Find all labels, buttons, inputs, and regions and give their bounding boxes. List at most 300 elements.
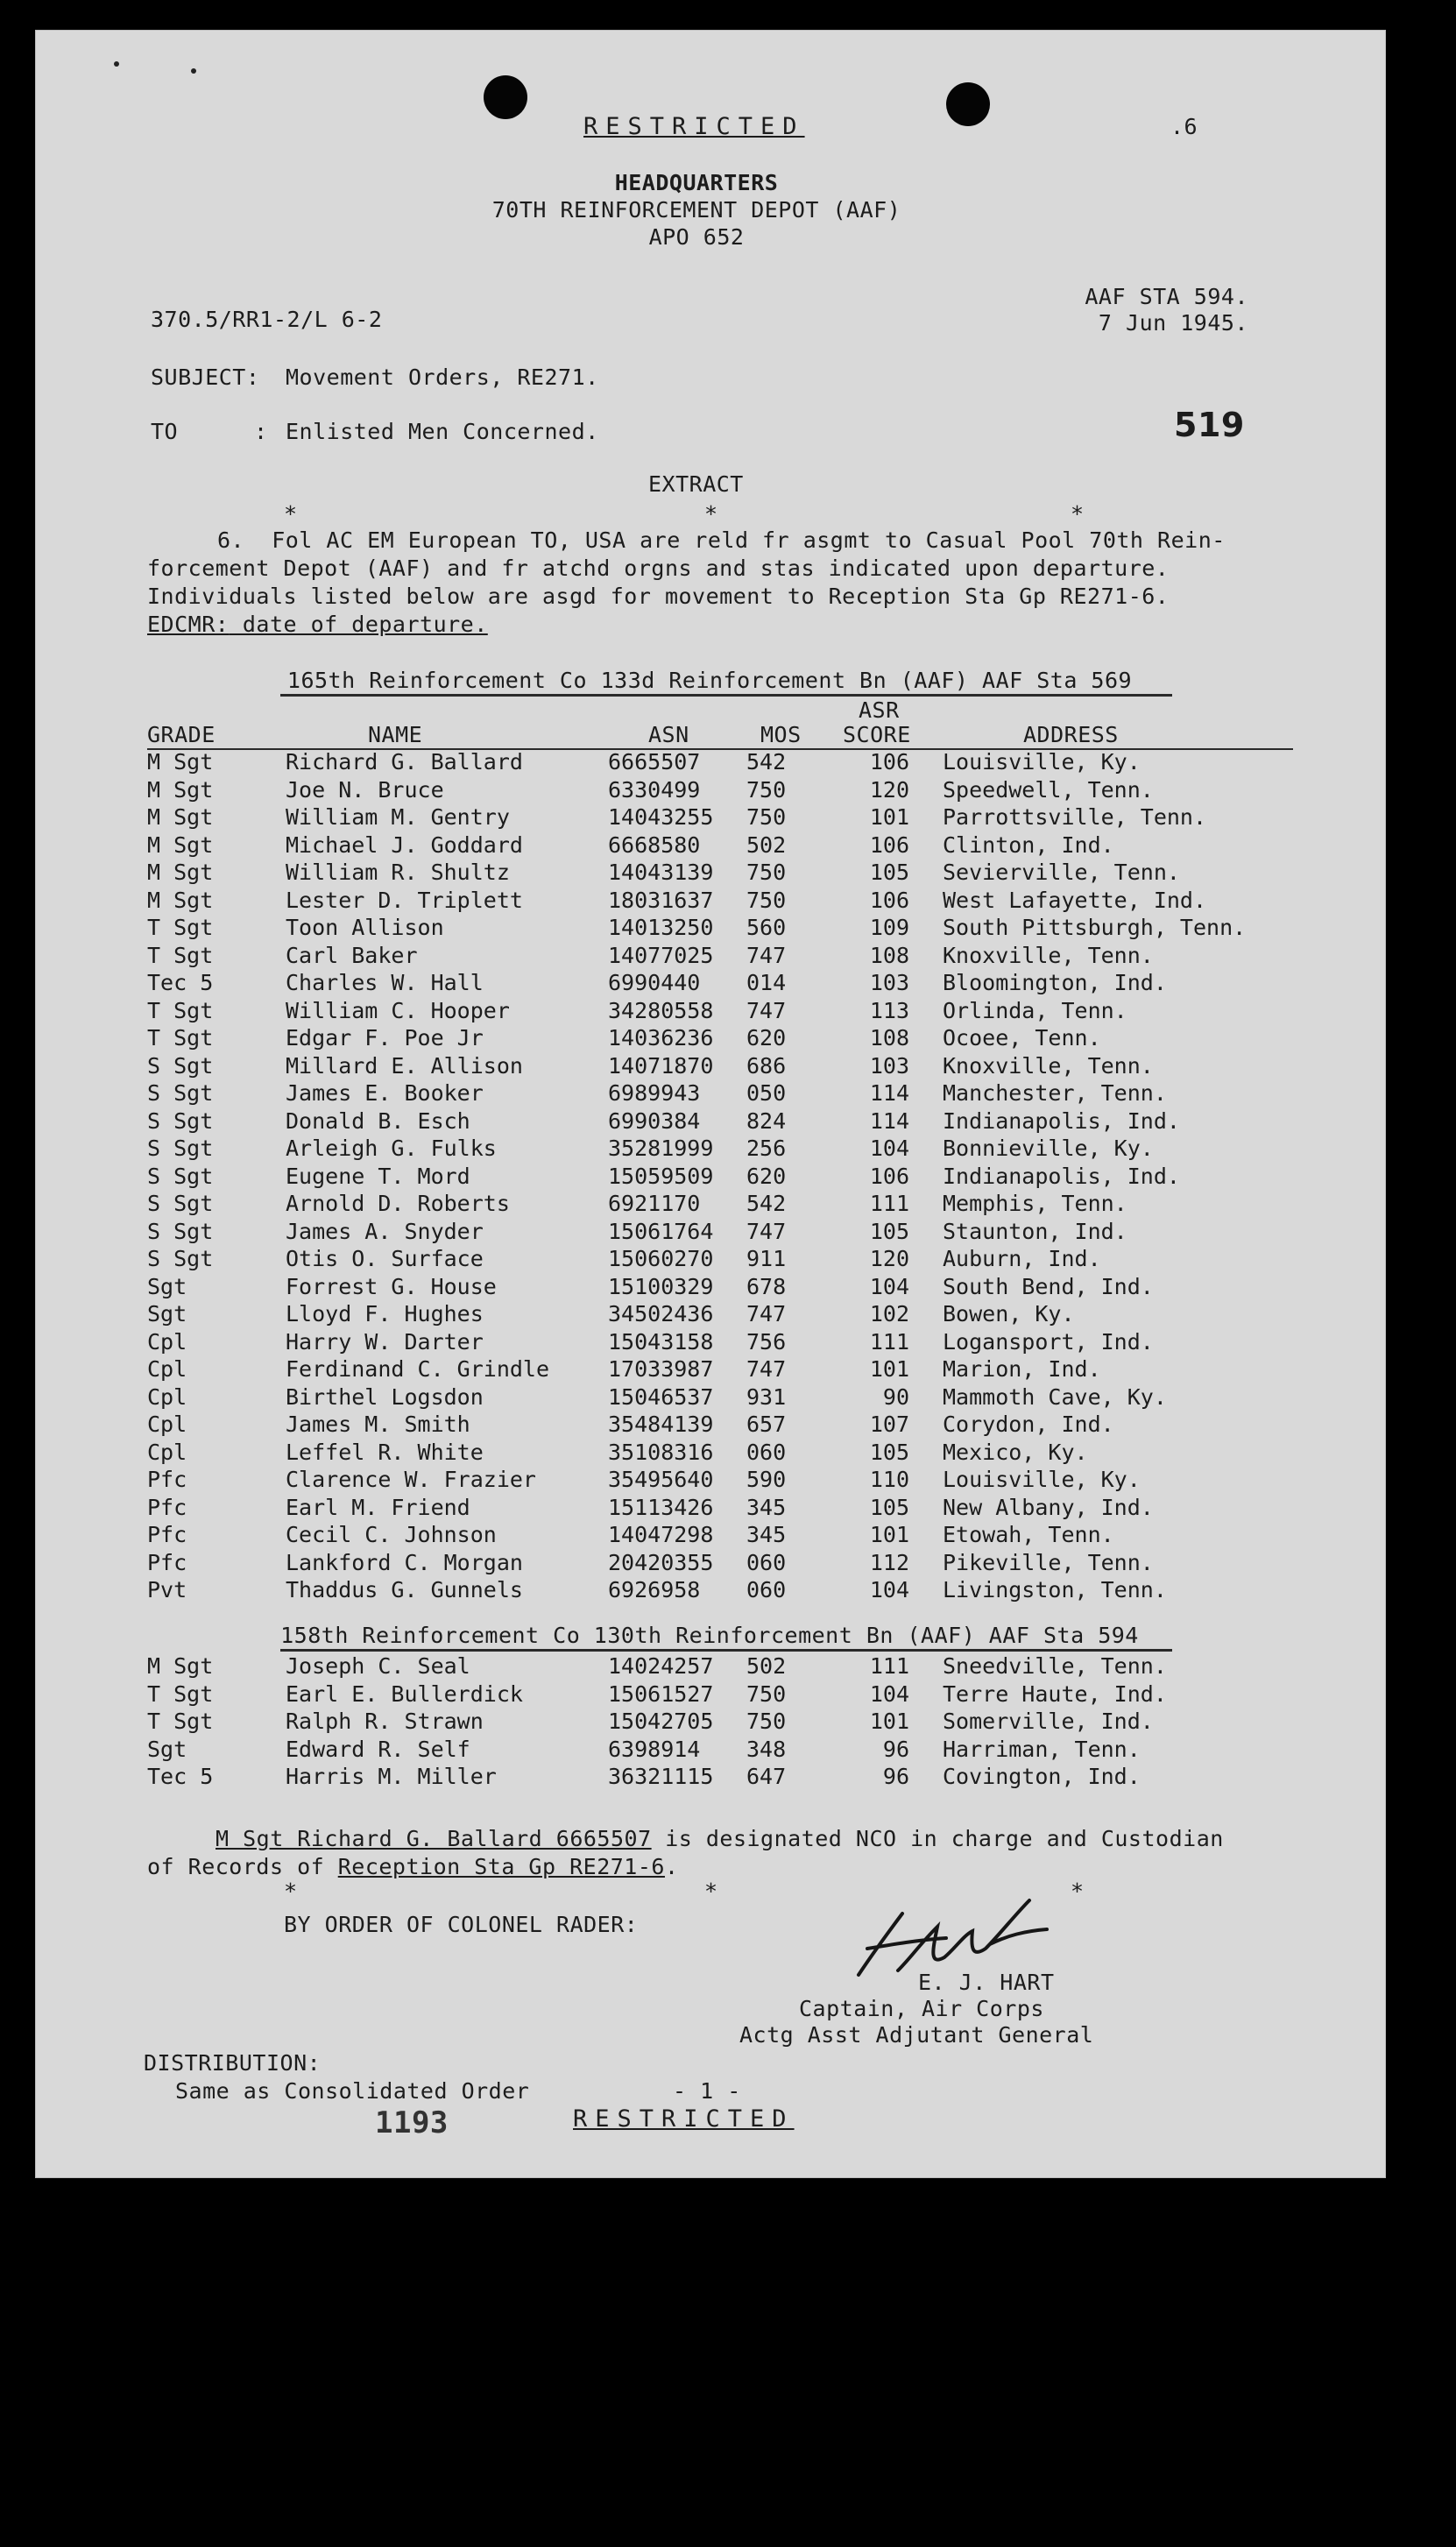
score-cell: 101 — [869, 1522, 909, 1547]
score-cell: 105 — [869, 1218, 909, 1244]
grade-cell: Pfc — [147, 1467, 187, 1492]
mos-cell: 750 — [746, 776, 787, 803]
signature-title: Captain, Air Corps — [799, 1996, 1044, 2021]
grade-cell: Pvt — [147, 1577, 187, 1602]
name-cell: Harris M. Miller — [286, 1764, 497, 1789]
file-number: 1193 — [375, 2105, 449, 2140]
asn-cell: 15059509 — [608, 1163, 714, 1189]
mos-cell: 750 — [746, 804, 787, 830]
asn-cell: 6398914 — [608, 1736, 701, 1762]
score-cell: 105 — [869, 1494, 909, 1520]
address-cell: Knoxville, Tenn. — [943, 942, 1154, 968]
mos-cell: 756 — [746, 1328, 787, 1355]
asn-cell: 35281999 — [608, 1136, 714, 1161]
table-row — [147, 1190, 1277, 1218]
grade-cell: Cpl — [147, 1411, 187, 1437]
score-cell: 102 — [869, 1301, 909, 1327]
separator-asterisk: * — [1071, 501, 1085, 527]
asn-cell: 34280558 — [608, 997, 714, 1023]
address-cell: Indianapolis, Ind. — [943, 1107, 1180, 1134]
col-address: ADDRESS — [1023, 722, 1119, 747]
punch-hole-right — [946, 82, 990, 126]
score-cell: 104 — [869, 1577, 909, 1602]
score-cell: 96 — [882, 1736, 909, 1762]
score-cell: 106 — [869, 831, 909, 858]
by-order: BY ORDER OF COLONEL RADER: — [284, 1912, 639, 1937]
grade-cell: M Sgt — [147, 887, 214, 913]
table-row — [147, 1652, 1277, 1680]
address-cell: Pikeville, Tenn. — [943, 1549, 1154, 1575]
table-row — [147, 803, 1277, 831]
table-row — [147, 1494, 1277, 1522]
extract-heading: EXTRACT — [648, 471, 744, 497]
mos-cell: 502 — [746, 831, 787, 858]
separator-asterisk: * — [704, 501, 718, 527]
table-row — [147, 1466, 1277, 1494]
asn-cell: 20420355 — [608, 1549, 714, 1575]
table-row — [147, 914, 1277, 942]
grade-cell: T Sgt — [147, 942, 214, 968]
name-cell: Forrest G. House — [286, 1273, 497, 1299]
mos-cell: 747 — [746, 942, 787, 968]
table-row — [147, 1549, 1277, 1577]
grade-cell: Pfc — [147, 1549, 187, 1575]
asn-cell: 36321115 — [608, 1764, 714, 1789]
name-cell: Toon Allison — [286, 915, 444, 940]
grade-cell: M Sgt — [147, 860, 214, 885]
asn-cell: 14077025 — [608, 942, 714, 968]
asn-cell: 14013250 — [608, 915, 714, 940]
speck — [114, 61, 119, 67]
header-line3: APO 652 — [648, 224, 745, 250]
table-row — [147, 1680, 1277, 1709]
mos-cell: 747 — [746, 997, 787, 1023]
name-cell: William C. Hooper — [286, 997, 510, 1023]
address-cell: Etowah, Tenn. — [943, 1522, 1114, 1547]
address-cell: Corydon, Ind. — [943, 1411, 1114, 1437]
address-cell: South Pittsburgh, Tenn. — [943, 915, 1247, 940]
address-cell: Staunton, Ind. — [943, 1218, 1127, 1244]
address-cell: Sevierville, Tenn. — [943, 860, 1180, 885]
address-cell: Orlinda, Tenn. — [943, 997, 1127, 1023]
grade-cell: S Sgt — [147, 1080, 214, 1106]
page-marker: - 1 - — [673, 2078, 741, 2104]
address-cell: Somerville, Ind. — [943, 1709, 1154, 1734]
designation-line2 — [147, 1854, 679, 1880]
grade-cell: M Sgt — [147, 1653, 214, 1679]
address-cell: New Albany, Ind. — [943, 1494, 1154, 1520]
score-cell: 107 — [869, 1411, 909, 1437]
designation-text: . — [664, 1854, 679, 1879]
roster-group2 — [147, 1652, 1277, 1791]
mos-cell: 747 — [746, 1218, 787, 1244]
table-row — [147, 1024, 1277, 1052]
address-cell: Covington, Ind. — [943, 1764, 1141, 1789]
name-cell: Cecil C. Johnson — [286, 1522, 497, 1547]
score-cell: 114 — [869, 1080, 909, 1106]
asn-cell: 15061527 — [608, 1680, 714, 1707]
score-cell: 105 — [869, 1439, 909, 1465]
score-cell: 101 — [869, 1356, 909, 1382]
grade-cell: Pfc — [147, 1494, 187, 1520]
signature-name: E. J. HART — [918, 1970, 1055, 1995]
score-cell: 90 — [882, 1383, 909, 1410]
score-cell: 110 — [869, 1467, 909, 1492]
address-cell: Bowen, Ky. — [943, 1301, 1075, 1327]
asn-cell: 14043255 — [608, 804, 714, 830]
score-cell: 112 — [869, 1549, 909, 1575]
score-cell: 104 — [869, 1136, 909, 1161]
punch-hole-left — [484, 75, 527, 119]
mos-cell: 060 — [746, 1577, 787, 1602]
grade-cell: S Sgt — [147, 1163, 214, 1189]
table-row — [147, 1300, 1277, 1328]
table-row — [147, 1107, 1277, 1136]
asn-cell: 35484139 — [608, 1411, 714, 1437]
table-row — [147, 1079, 1277, 1107]
address-cell: South Bend, Ind. — [943, 1273, 1154, 1299]
grade-cell: M Sgt — [147, 749, 214, 775]
subject-text: Movement Orders, RE271. — [286, 364, 599, 390]
name-cell: James M. Smith — [286, 1411, 470, 1437]
address-cell: Marion, Ind. — [943, 1356, 1101, 1382]
mos-cell: 620 — [746, 1025, 787, 1051]
address-cell: Indianapolis, Ind. — [943, 1163, 1180, 1189]
mos-cell: 911 — [746, 1246, 787, 1271]
stamp-number: 519 — [1174, 406, 1245, 444]
name-cell: Earl E. Bullerdick — [286, 1680, 523, 1707]
mos-cell: 931 — [746, 1383, 787, 1410]
table-row — [147, 1052, 1277, 1080]
asn-cell: 14024257 — [608, 1653, 714, 1679]
score-cell: 113 — [869, 997, 909, 1023]
col-asr: ASR — [859, 697, 900, 723]
grade-cell: Cpl — [147, 1383, 187, 1410]
mos-cell: 050 — [746, 1080, 787, 1106]
page-number: .6 — [1170, 114, 1198, 139]
distribution-text: Same as Consolidated Order — [175, 2078, 530, 2104]
mos-cell: 560 — [746, 915, 787, 940]
table-row — [147, 748, 1277, 776]
address-cell: Auburn, Ind. — [943, 1246, 1101, 1271]
header-line1: HEADQUARTERS — [614, 170, 779, 195]
asn-cell: 6926958 — [608, 1577, 701, 1602]
name-cell: Eugene T. Mord — [286, 1163, 470, 1189]
edcmr-label: EDCMR: — [147, 612, 230, 637]
score-cell: 101 — [869, 804, 909, 830]
name-cell: Earl M. Friend — [286, 1494, 470, 1520]
grade-cell: T Sgt — [147, 1680, 214, 1707]
designation-line1 — [216, 1826, 1224, 1852]
speck — [191, 68, 196, 74]
name-cell: Thaddus G. Gunnels — [286, 1577, 523, 1602]
grade-cell: Sgt — [147, 1301, 187, 1327]
asn-cell: 14043139 — [608, 860, 714, 885]
classification-top: RESTRICTED — [583, 113, 805, 140]
file-reference: 370.5/RR1-2/L 6-2 — [151, 307, 383, 332]
address-cell: Memphis, Tenn. — [943, 1191, 1127, 1216]
table-row — [147, 1576, 1277, 1604]
table-row — [147, 831, 1277, 860]
grade-cell: Tec 5 — [147, 970, 214, 995]
table-row — [147, 1411, 1277, 1439]
address-cell: Logansport, Ind. — [943, 1328, 1154, 1355]
mos-cell: 750 — [746, 887, 787, 913]
edcmr-line — [147, 612, 488, 638]
mos-cell: 647 — [746, 1764, 787, 1789]
group1-title: 165th Reinforcement Co 133d Reinforcement Bn (AAF) AAF Sta 569 — [286, 668, 1133, 693]
score-cell: 104 — [869, 1680, 909, 1707]
name-cell: Ralph R. Strawn — [286, 1709, 484, 1734]
score-cell: 104 — [869, 1273, 909, 1299]
score-cell: 106 — [869, 887, 909, 913]
score-cell: 114 — [869, 1107, 909, 1134]
name-cell: Edward R. Self — [286, 1736, 470, 1762]
grade-cell: T Sgt — [147, 1709, 214, 1734]
mos-cell: 747 — [746, 1356, 787, 1382]
name-cell: Carl Baker — [286, 942, 418, 968]
designated-nco: M Sgt Richard G. Ballard 6665507 — [216, 1826, 652, 1851]
grade-cell: M Sgt — [147, 776, 214, 803]
asn-cell: 6330499 — [608, 776, 701, 803]
grade-cell: T Sgt — [147, 915, 214, 940]
asn-cell: 17033987 — [608, 1356, 714, 1382]
score-cell: 111 — [869, 1328, 909, 1355]
address-cell: Terre Haute, Ind. — [943, 1680, 1167, 1707]
asn-cell: 15113426 — [608, 1494, 714, 1520]
designation-text: is designated NCO in charge and Custodian — [651, 1826, 1224, 1851]
grade-cell: S Sgt — [147, 1218, 214, 1244]
separator-asterisk: * — [284, 1878, 298, 1904]
table-row — [147, 1355, 1277, 1383]
grade-cell: M Sgt — [147, 831, 214, 858]
distribution-label: DISTRIBUTION: — [144, 2050, 322, 2076]
table-row — [147, 1135, 1277, 1163]
group2-title-rule — [280, 1649, 1172, 1652]
separator-asterisk: * — [1071, 1878, 1085, 1904]
table-row — [147, 1218, 1277, 1246]
table-row — [147, 859, 1277, 887]
asn-cell: 6668580 — [608, 831, 701, 858]
name-cell: Clarence W. Frazier — [286, 1467, 536, 1492]
table-row — [147, 1383, 1277, 1411]
grade-cell: Tec 5 — [147, 1764, 214, 1789]
designation-text: of Records of — [147, 1854, 338, 1879]
address-cell: Bonnieville, Ky. — [943, 1136, 1154, 1161]
score-cell: 108 — [869, 942, 909, 968]
grade-cell: Cpl — [147, 1356, 187, 1382]
name-cell: Arleigh G. Fulks — [286, 1136, 497, 1161]
table-row — [147, 1245, 1277, 1273]
score-cell: 96 — [882, 1764, 909, 1789]
name-cell: Charles W. Hall — [286, 970, 484, 995]
asn-cell: 14071870 — [608, 1052, 714, 1079]
table-row — [147, 887, 1277, 915]
to-label: TO — [151, 419, 179, 444]
table-row — [147, 942, 1277, 970]
score-cell: 111 — [869, 1653, 909, 1679]
mos-cell: 060 — [746, 1439, 787, 1465]
score-cell: 103 — [869, 1052, 909, 1079]
mos-cell: 590 — [746, 1467, 787, 1492]
score-cell: 111 — [869, 1191, 909, 1216]
paragraph-line: 6. Fol AC EM European TO, USA are reld fr asgmt to Casual Pool 70th Rein- — [217, 527, 1226, 553]
asn-cell: 6990384 — [608, 1107, 701, 1134]
separator-asterisk: * — [284, 501, 298, 527]
name-cell: James A. Snyder — [286, 1218, 484, 1244]
score-cell: 101 — [869, 1709, 909, 1734]
group1-title-rule — [280, 694, 1172, 697]
table-row — [147, 1439, 1277, 1467]
subject-label: SUBJECT: — [151, 364, 260, 390]
table-row — [147, 1736, 1277, 1764]
name-cell: James E. Booker — [286, 1080, 484, 1106]
asn-cell: 6990440 — [608, 970, 701, 995]
reception-group: Reception Sta Gp RE271-6 — [337, 1854, 665, 1879]
mos-cell: 678 — [746, 1273, 787, 1299]
asn-cell: 15100329 — [608, 1273, 714, 1299]
mos-cell: 620 — [746, 1163, 787, 1189]
address-cell: Manchester, Tenn. — [943, 1080, 1167, 1106]
name-cell: Richard G. Ballard — [286, 749, 523, 775]
address-cell: Clinton, Ind. — [943, 831, 1114, 858]
score-cell: 106 — [869, 1163, 909, 1189]
grade-cell: Cpl — [147, 1439, 187, 1465]
score-cell: 106 — [869, 749, 909, 775]
score-cell: 109 — [869, 915, 909, 940]
table-row — [147, 1708, 1277, 1736]
table-row — [147, 1163, 1277, 1191]
asn-cell: 15060270 — [608, 1246, 714, 1271]
address-cell: Ocoee, Tenn. — [943, 1025, 1101, 1051]
table-row — [147, 1328, 1277, 1356]
classification-bottom: RESTRICTED — [573, 2105, 795, 2133]
name-cell: Arnold D. Roberts — [286, 1191, 510, 1216]
mos-cell: 750 — [746, 860, 787, 885]
table-row — [147, 1273, 1277, 1301]
name-cell: Lloyd F. Hughes — [286, 1301, 484, 1327]
mos-cell: 824 — [746, 1107, 787, 1134]
to-colon: : — [254, 419, 268, 444]
table-row — [147, 997, 1277, 1025]
grade-cell: S Sgt — [147, 1136, 214, 1161]
mos-cell: 502 — [746, 1653, 787, 1679]
name-cell: Donald B. Esch — [286, 1107, 470, 1134]
table-row — [147, 776, 1277, 804]
asn-cell: 35108316 — [608, 1439, 714, 1465]
header-line2: 70TH REINFORCEMENT DEPOT (AAF) — [491, 197, 901, 223]
score-cell: 120 — [869, 1246, 909, 1271]
address-cell: Louisville, Ky. — [943, 749, 1141, 775]
score-cell: 108 — [869, 1025, 909, 1051]
asn-cell: 15046537 — [608, 1383, 714, 1410]
paragraph-line: Individuals listed below are asgd for movement to Reception Sta Gp RE271-6. — [147, 584, 1170, 609]
name-cell: Leffel R. White — [286, 1439, 484, 1465]
name-cell: William M. Gentry — [286, 804, 510, 830]
mos-cell: 256 — [746, 1136, 787, 1161]
group2-title: 158th Reinforcement Co 130th Reinforcement Bn (AAF) AAF Sta 594 — [280, 1623, 1139, 1648]
address-cell: Mammoth Cave, Ky. — [943, 1383, 1167, 1410]
grade-cell: S Sgt — [147, 1246, 214, 1271]
asn-cell: 15061764 — [608, 1218, 714, 1244]
name-cell: Michael J. Goddard — [286, 831, 523, 858]
address-cell: Parrottsville, Tenn. — [943, 804, 1207, 830]
signature-title: Actg Asst Adjutant General — [739, 2022, 1094, 2048]
name-cell: Millard E. Allison — [286, 1052, 523, 1079]
grade-cell: S Sgt — [147, 1107, 214, 1134]
mos-cell: 348 — [746, 1736, 787, 1762]
name-cell: Lankford C. Morgan — [286, 1549, 523, 1575]
name-cell: Joe N. Bruce — [286, 776, 444, 803]
grade-cell: S Sgt — [147, 1052, 214, 1079]
roster-group1 — [147, 748, 1277, 1604]
asn-cell: 15042705 — [608, 1709, 714, 1734]
table-row — [147, 969, 1277, 997]
asn-cell: 6989943 — [608, 1080, 701, 1106]
separator-asterisk: * — [704, 1878, 718, 1904]
mos-cell: 542 — [746, 1191, 787, 1216]
table-row — [147, 1521, 1277, 1549]
address-cell: Livingston, Tenn. — [943, 1577, 1167, 1602]
name-cell: Joseph C. Seal — [286, 1653, 470, 1679]
score-cell: 103 — [869, 970, 909, 995]
grade-cell: Cpl — [147, 1328, 187, 1355]
address-cell: Mexico, Ky. — [943, 1439, 1088, 1465]
name-cell: Harry W. Darter — [286, 1328, 484, 1355]
asn-cell: 14047298 — [608, 1522, 714, 1547]
table-row — [147, 1763, 1277, 1791]
asn-cell: 14036236 — [608, 1025, 714, 1051]
address-cell: Bloomington, Ind. — [943, 970, 1167, 995]
address-cell: Harriman, Tenn. — [943, 1736, 1141, 1762]
grade-cell: Pfc — [147, 1522, 187, 1547]
name-cell: Edgar F. Poe Jr — [286, 1025, 484, 1051]
address-cell: West Lafayette, Ind. — [943, 887, 1207, 913]
col-name: NAME — [368, 722, 423, 747]
asn-cell: 18031637 — [608, 887, 714, 913]
asn-cell: 35495640 — [608, 1467, 714, 1492]
col-grade: GRADE — [147, 722, 216, 747]
grade-cell: Sgt — [147, 1736, 187, 1762]
address-cell: Louisville, Ky. — [943, 1467, 1141, 1492]
col-score: SCORE — [843, 722, 911, 747]
col-asn: ASN — [648, 722, 689, 747]
asn-cell: 6921170 — [608, 1191, 701, 1216]
grade-cell: T Sgt — [147, 1025, 214, 1051]
document-date: 7 Jun 1945. — [1098, 310, 1248, 336]
mos-cell: 014 — [746, 970, 787, 995]
mos-cell: 345 — [746, 1522, 787, 1547]
station: AAF STA 594. — [1085, 284, 1248, 309]
name-cell: Otis O. Surface — [286, 1246, 484, 1271]
mos-cell: 657 — [746, 1411, 787, 1437]
grade-cell: M Sgt — [147, 804, 214, 830]
grade-cell: S Sgt — [147, 1191, 214, 1216]
score-cell: 105 — [869, 860, 909, 885]
to-text: Enlisted Men Concerned. — [286, 419, 599, 444]
mos-cell: 750 — [746, 1680, 787, 1707]
asn-cell: 34502436 — [608, 1301, 714, 1327]
name-cell: Birthel Logsdon — [286, 1383, 484, 1410]
grade-cell: T Sgt — [147, 997, 214, 1023]
mos-cell: 686 — [746, 1052, 787, 1079]
mos-cell: 542 — [746, 749, 787, 775]
mos-cell: 750 — [746, 1709, 787, 1734]
name-cell: Ferdinand C. Grindle — [286, 1356, 550, 1382]
paragraph-line: forcement Depot (AAF) and fr atchd orgns and stas indicated upon departure. — [147, 555, 1170, 581]
name-cell: William R. Shultz — [286, 860, 510, 885]
mos-cell: 060 — [746, 1549, 787, 1575]
